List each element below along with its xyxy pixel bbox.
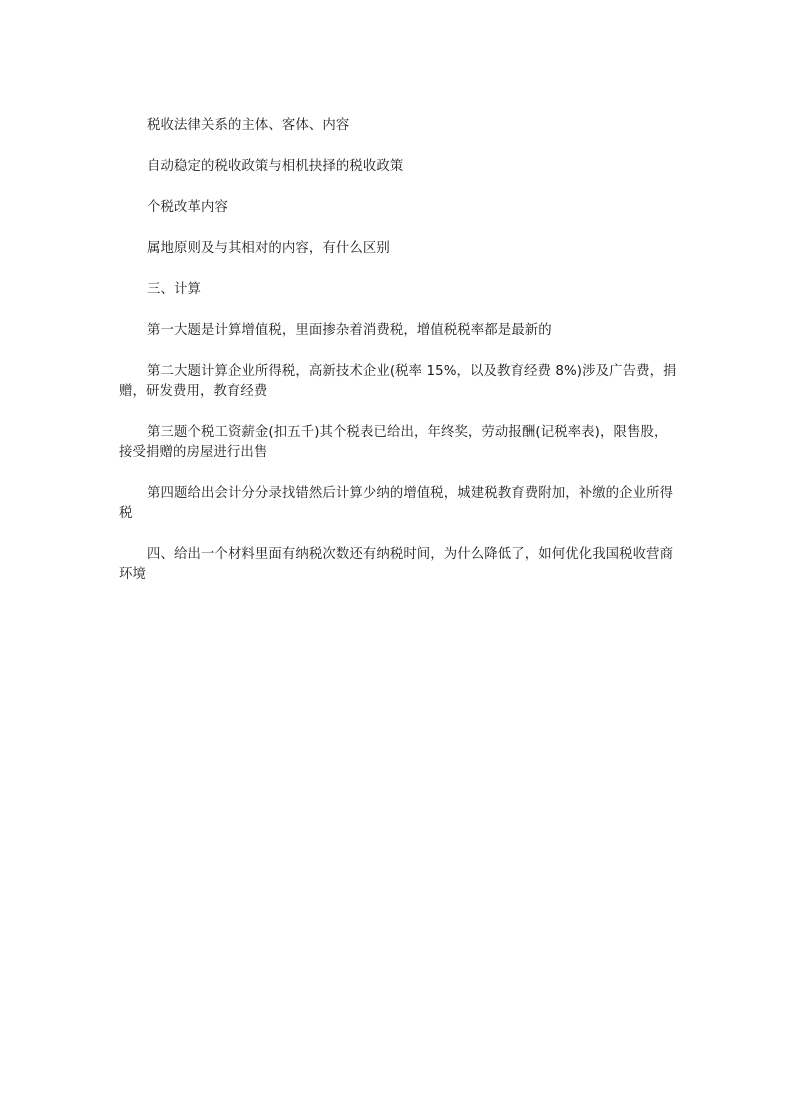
paragraph-question-4: 第四题给出会计分分录找错然后计算少纳的增值税，城建税教育费附加，补缴的企业所得税	[119, 486, 674, 521]
paragraph-question-3: 第三题个税工资薪金(扣五千)其个税表已给出，年终奖，劳动报酬(记税率表)，限售股，接受捐赠的房屋进行出售	[119, 425, 668, 460]
paragraph-question-2: 第二大题计算企业所得税，高新技术企业(税率 15%，以及教育经费 8%)涉及广告费，捐赠，研发费用，教育经费	[119, 364, 677, 399]
section-heading-calculation: 三、计算	[147, 282, 201, 297]
paragraph-territorial-principle: 属地原则及与其相对的内容，有什么区别	[147, 241, 390, 256]
paragraph-section-four: 四、给出一个材料里面有纳税次数还有纳税时间，为什么降低了，如何优化我国税收营商环境	[119, 547, 674, 582]
paragraph-iit-reform: 个税改革内容	[147, 200, 228, 215]
paragraph-question-1: 第一大题是计算增值税，里面掺杂着消费税，增值税税率都是最新的	[147, 323, 552, 338]
paragraph-automatic-stabilizer: 自动稳定的税收政策与相机抉择的税收政策	[147, 159, 404, 174]
paragraph-tax-legal-relation: 税收法律关系的主体、客体、内容	[147, 118, 350, 133]
document-body	[119, 116, 679, 606]
